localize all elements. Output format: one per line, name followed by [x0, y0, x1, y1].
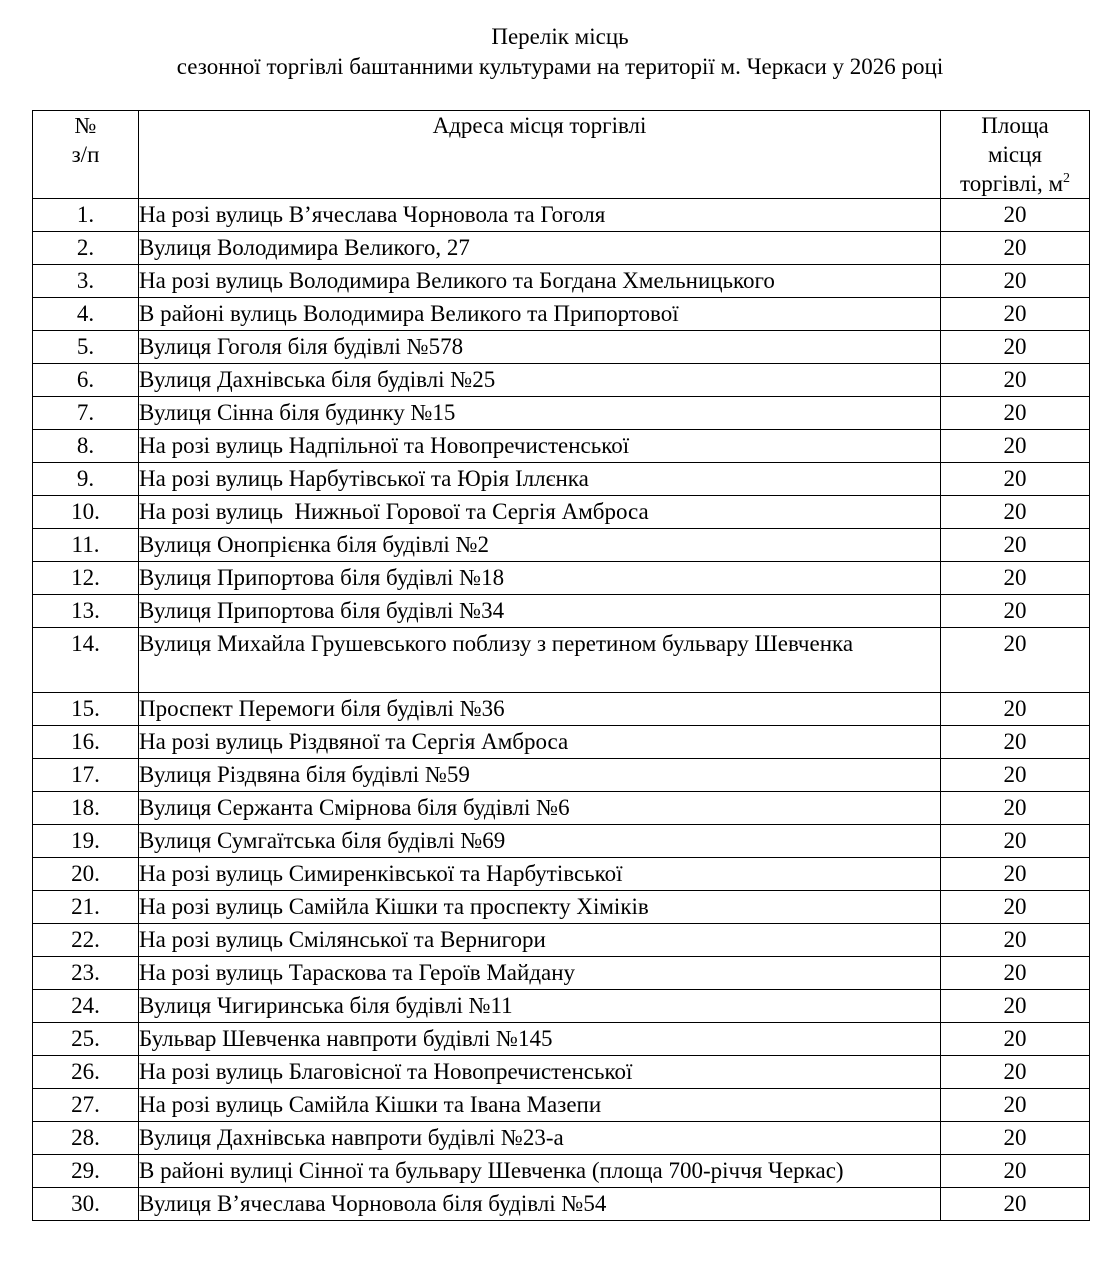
table-row	[33, 496, 1090, 529]
area-header-line-1: Площа	[981, 113, 1049, 138]
row-area: 20	[941, 1056, 1090, 1089]
row-area: 20	[941, 1089, 1090, 1122]
row-address: На розі вулиць Тараскова та Героїв Майдану	[139, 957, 941, 990]
row-address: Вулиця Гоголя біля будівлі №578	[139, 331, 941, 364]
table-row	[33, 562, 1090, 595]
row-area: 20	[941, 924, 1090, 957]
row-number: 2.	[33, 232, 139, 265]
row-area: 20	[941, 331, 1090, 364]
table-row	[33, 298, 1090, 331]
row-number: 23.	[33, 957, 139, 990]
row-number: 1.	[33, 199, 139, 232]
table-row	[33, 990, 1090, 1023]
table-row	[33, 430, 1090, 463]
row-address: Вулиця Сумгаїтська біля будівлі №69	[139, 825, 941, 858]
table-row	[33, 1023, 1090, 1056]
table-row	[33, 1089, 1090, 1122]
row-number: 10.	[33, 496, 139, 529]
row-address: На розі вулиць Симиренківської та Нарбутівської	[139, 858, 941, 891]
row-address: На розі вулиць Благовісної та Новопречистенської	[139, 1056, 941, 1089]
row-area: 20	[941, 397, 1090, 430]
row-address: Вулиця Чигиринська біля будівлі №11	[139, 990, 941, 1023]
row-address: На розі вулиць В’ячеслава Чорновола та Гоголя	[139, 199, 941, 232]
row-number: 29.	[33, 1155, 139, 1188]
row-address: Вулиця Дахнівська навпроти будівлі №23-а	[139, 1122, 941, 1155]
row-number: 11.	[33, 529, 139, 562]
table-row	[33, 1155, 1090, 1188]
table-row	[33, 825, 1090, 858]
row-number: 8.	[33, 430, 139, 463]
row-number: 4.	[33, 298, 139, 331]
row-area: 20	[941, 891, 1090, 924]
row-area: 20	[941, 364, 1090, 397]
table-row	[33, 265, 1090, 298]
row-number: 5.	[33, 331, 139, 364]
table-row	[33, 628, 1090, 693]
row-area: 20	[941, 1188, 1090, 1221]
row-address: В районі вулиці Сінної та бульвару Шевченка (площа 700-річчя Черкас)	[139, 1155, 941, 1188]
table-row	[33, 1122, 1090, 1155]
row-address: Вулиця Дахнівська біля будівлі №25	[139, 364, 941, 397]
table-row	[33, 759, 1090, 792]
row-address: На розі вулиць Смілянської та Вернигори	[139, 924, 941, 957]
row-address: На розі вулиць Нижньої Горової та Сергія Амброса	[139, 496, 941, 529]
address-header-label: Адреса місця торгівлі	[432, 113, 647, 138]
column-header-number	[33, 111, 139, 199]
row-area: 20	[941, 759, 1090, 792]
row-number: 12.	[33, 562, 139, 595]
number-header-symbol: №	[74, 113, 97, 138]
row-number: 25.	[33, 1023, 139, 1056]
row-address: Вулиця Припортова біля будівлі №34	[139, 595, 941, 628]
table-row	[33, 792, 1090, 825]
row-number: 21.	[33, 891, 139, 924]
row-address: Вулиця Онопрієнка біля будівлі №2	[139, 529, 941, 562]
row-address: Вулиця Різдвяна біля будівлі №59	[139, 759, 941, 792]
table-row	[33, 232, 1090, 265]
table-row	[33, 891, 1090, 924]
table-row	[33, 693, 1090, 726]
row-area: 20	[941, 298, 1090, 331]
row-area: 20	[941, 199, 1090, 232]
document-title	[0, 22, 1120, 82]
row-address: Бульвар Шевченка навпроти будівлі №145	[139, 1023, 941, 1056]
row-number: 7.	[33, 397, 139, 430]
row-area: 20	[941, 496, 1090, 529]
row-area: 20	[941, 693, 1090, 726]
table-header-row	[33, 111, 1090, 199]
area-unit-superscript: 2	[1063, 171, 1071, 186]
row-address: Вулиця Сержанта Смірнова біля будівлі №6	[139, 792, 941, 825]
row-address: Вулиця Володимира Великого, 27	[139, 232, 941, 265]
row-address: На розі вулиць Різдвяної та Сергія Амброса	[139, 726, 941, 759]
row-number: 15.	[33, 693, 139, 726]
row-address: На розі вулиць Надпільної та Новопречистенської	[139, 430, 941, 463]
table-row	[33, 199, 1090, 232]
row-area: 20	[941, 1122, 1090, 1155]
row-number: 22.	[33, 924, 139, 957]
table-row	[33, 1056, 1090, 1089]
area-header-line-2: місця	[987, 142, 1043, 167]
table-row	[33, 1188, 1090, 1221]
row-area: 20	[941, 232, 1090, 265]
row-area: 20	[941, 265, 1090, 298]
row-area: 20	[941, 792, 1090, 825]
table-row	[33, 957, 1090, 990]
row-area: 20	[941, 562, 1090, 595]
table-row	[33, 595, 1090, 628]
row-address: Вулиця Припортова біля будівлі №18	[139, 562, 941, 595]
row-address: На розі вулиць Нарбутівської та Юрія Іллєнка	[139, 463, 941, 496]
row-number: 17.	[33, 759, 139, 792]
row-area: 20	[941, 957, 1090, 990]
row-area: 20	[941, 1155, 1090, 1188]
row-area: 20	[941, 463, 1090, 496]
table-row	[33, 364, 1090, 397]
column-header-address	[139, 111, 941, 199]
row-area: 20	[941, 430, 1090, 463]
row-number: 6.	[33, 364, 139, 397]
row-number: 24.	[33, 990, 139, 1023]
row-area: 20	[941, 858, 1090, 891]
table-row	[33, 858, 1090, 891]
row-area: 20	[941, 1023, 1090, 1056]
row-number: 20.	[33, 858, 139, 891]
row-area: 20	[941, 825, 1090, 858]
row-area: 20	[941, 628, 1090, 693]
area-header-line-3	[941, 169, 1089, 198]
title-line-1: Перелік місць	[491, 24, 629, 49]
column-header-area	[941, 111, 1090, 199]
row-area: 20	[941, 990, 1090, 1023]
table-row	[33, 463, 1090, 496]
row-address: На розі вулиць Самійла Кішки та Івана Мазепи	[139, 1089, 941, 1122]
row-number: 16.	[33, 726, 139, 759]
row-area: 20	[941, 726, 1090, 759]
row-number: 28.	[33, 1122, 139, 1155]
row-area: 20	[941, 595, 1090, 628]
row-number: 18.	[33, 792, 139, 825]
trading-places-table	[32, 110, 1090, 1221]
row-address: В районі вулиць Володимира Великого та Припортової	[139, 298, 941, 331]
row-address: На розі вулиць Самійла Кішки та проспекту Хіміків	[139, 891, 941, 924]
row-number: 3.	[33, 265, 139, 298]
row-area: 20	[941, 529, 1090, 562]
row-number: 27.	[33, 1089, 139, 1122]
row-number: 14.	[33, 628, 139, 693]
table-row	[33, 529, 1090, 562]
table-row	[33, 397, 1090, 430]
row-number: 9.	[33, 463, 139, 496]
table-row	[33, 924, 1090, 957]
row-number: 13.	[33, 595, 139, 628]
table-row	[33, 726, 1090, 759]
number-header-abbr: з/п	[71, 142, 100, 167]
title-line-2: сезонної торгівлі баштанними культурами на території м. Черкаси у 2026 році	[176, 54, 944, 79]
area-header-unit: торгівлі, м	[959, 171, 1064, 196]
table-row	[33, 331, 1090, 364]
row-address: На розі вулиць Володимира Великого та Богдана Хмельницького	[139, 265, 941, 298]
row-number: 19.	[33, 825, 139, 858]
row-number: 26.	[33, 1056, 139, 1089]
row-address: Вулиця Михайла Грушевського поблизу з перетином бульвару Шевченка	[139, 628, 941, 693]
row-address: Вулиця В’ячеслава Чорновола біля будівлі №54	[139, 1188, 941, 1221]
row-number: 30.	[33, 1188, 139, 1221]
row-address: Вулиця Сінна біля будинку №15	[139, 397, 941, 430]
row-address: Проспект Перемоги біля будівлі №36	[139, 693, 941, 726]
